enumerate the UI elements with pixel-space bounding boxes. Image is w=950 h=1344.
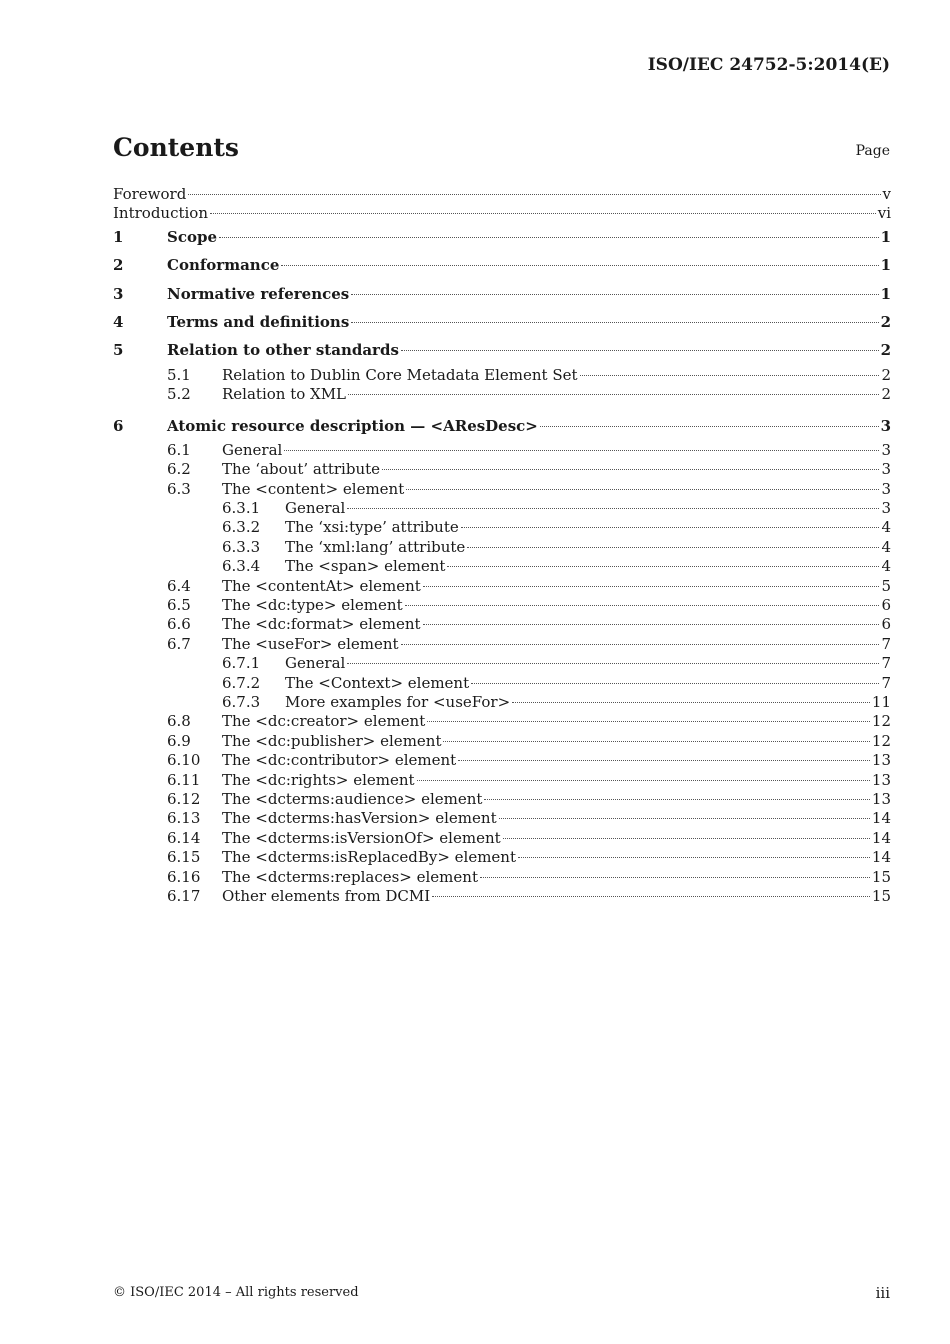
contents-heading: Contents [113,133,240,162]
copyright-notice: © ISO/IEC 2014 – All rights reserved [113,1285,359,1300]
toc-entry[interactable] [113,596,891,615]
toc-entry-number: 6.3 [167,479,191,498]
toc-entry-page[interactable]: 4 [881,518,891,537]
toc-entry-page[interactable]: 7 [881,673,891,692]
toc-entry-line [285,557,891,576]
toc-entry-line [222,732,891,751]
toc-entry[interactable] [113,887,891,906]
toc-entry[interactable] [113,252,891,280]
toc-entry-number: 6.12 [167,789,201,808]
toc-entry[interactable] [113,309,891,337]
toc-entry-page[interactable]: 2 [881,365,891,384]
toc-entry[interactable] [113,185,891,204]
toc-entry-page[interactable]: 14 [871,828,891,847]
toc-entry[interactable] [113,577,891,596]
dot-leader [351,294,878,295]
toc-entry[interactable] [113,809,891,828]
toc-entry-title[interactable]: The <dc:creator> element [222,712,426,731]
toc-entry-number: 6.7.2 [222,673,261,692]
toc-entry-title[interactable]: The <dc:format> element [222,615,421,634]
toc-entry-title[interactable]: The <dc:publisher> element [222,731,442,750]
toc-entry-title[interactable]: The <dcterms:hasVersion> element [222,809,497,828]
toc-entry-line [222,771,891,790]
toc-entry-page[interactable]: 14 [871,809,891,828]
toc-entry-line [222,809,891,828]
page-number: iii [875,1284,890,1302]
toc-entry-page[interactable]: 3 [880,416,891,435]
toc-entry-number: 1 [113,227,124,246]
toc-entry-title[interactable]: More examples for <useFor> [285,692,511,711]
toc-entry-page[interactable]: 3 [881,460,891,479]
toc-entry-page[interactable]: 1 [880,284,891,303]
toc-entry-line [222,596,891,615]
dot-leader [518,857,870,858]
toc-entry[interactable] [113,674,891,693]
toc-entry-number: 6.16 [167,867,201,886]
toc-entry-line [167,309,891,335]
toc-entry-page[interactable]: 2 [881,385,891,404]
toc-entry[interactable] [113,693,891,712]
toc-entry-page[interactable]: 1 [880,256,891,275]
toc-entry-page[interactable]: 5 [881,576,891,595]
toc-entry-page[interactable]: 12 [871,712,891,731]
toc-entry-title[interactable]: The <dcterms:audience> element [222,789,483,808]
toc-entry-page[interactable]: 7 [881,654,891,673]
dot-leader [382,469,879,470]
toc-entry-number: 6.9 [167,731,191,750]
toc-entry[interactable] [113,413,891,441]
toc-entry-line [167,252,891,278]
toc-entry-page[interactable]: 7 [881,634,891,653]
toc-entry-line [167,281,891,307]
toc-entry-number: 4 [113,312,124,331]
toc-entry-title[interactable]: The ‘about’ attribute [222,460,381,479]
toc-entry-number: 6.5 [167,596,191,615]
toc-entry-title[interactable]: Foreword [113,185,187,203]
toc-entry-title[interactable]: The <dc:contributor> element [222,751,457,770]
toc-entry[interactable] [113,790,891,809]
toc-entry-number: 6.8 [167,712,191,731]
dot-leader [401,350,879,351]
toc-entry-title[interactable]: The <dc:type> element [222,596,403,615]
toc-entry-page[interactable]: 15 [871,886,891,905]
toc-entry[interactable] [113,635,891,654]
toc-entry-number: 5 [113,341,124,360]
toc-entry-page[interactable]: 4 [881,557,891,576]
page-column-label: Page [855,143,890,159]
toc-entry-number: 6.7 [167,634,191,653]
toc-entry[interactable] [113,518,891,537]
toc-entry-page[interactable]: 13 [871,770,891,789]
dot-leader [423,586,880,587]
toc-entry-title[interactable]: Conformance [167,256,280,275]
dot-leader [348,394,879,395]
toc-entry-page[interactable]: 3 [881,440,891,459]
toc-entry[interactable] [113,538,891,557]
toc-entry-number: 6.13 [167,809,201,828]
toc-entry-number: 6.3.2 [222,518,261,537]
toc-entry-title[interactable]: General [285,499,346,518]
dot-leader [484,799,869,800]
dot-leader [432,896,870,897]
dot-leader [540,426,879,427]
toc-entry[interactable] [113,829,891,848]
toc-entry[interactable] [113,441,891,460]
toc-entry-line [222,848,891,867]
toc-entry-line [113,185,891,204]
toc-entry[interactable] [113,848,891,867]
toc-entry[interactable] [113,460,891,479]
toc-entry-line [222,366,891,385]
toc-entry-number: 6.10 [167,751,201,770]
dot-leader [210,213,876,214]
toc-entry-number: 6.17 [167,886,201,905]
toc-entry[interactable] [113,224,891,252]
dot-leader [499,818,870,819]
toc-entry-title[interactable]: The <Context> element [285,673,470,692]
toc-entry-line [222,441,891,460]
toc-entry-page[interactable]: vi [877,204,891,223]
toc-entry[interactable] [113,480,891,499]
toc-entry-title[interactable]: The ‘xsi:type’ attribute [285,518,459,537]
toc-entry-page[interactable]: 11 [871,692,891,711]
dot-leader [417,780,870,781]
toc-entry-title[interactable]: The <dcterms:isVersionOf> element [222,828,501,847]
toc-entry-line [113,204,891,223]
toc-entry-number: 5.2 [167,385,191,404]
toc-entry-number: 6.14 [167,828,201,847]
toc-entry[interactable] [113,712,891,731]
toc-entry-number: 6.7.1 [222,654,261,673]
toc-entry[interactable] [113,654,891,673]
toc-entry-number: 6.1 [167,440,191,459]
toc-entry-line [222,712,891,731]
toc-entry-title[interactable]: The <dcterms:replaces> element [222,867,478,886]
toc-entry-line [285,538,891,557]
toc-entry-title[interactable]: The <content> element [222,479,405,498]
toc-entry[interactable] [113,615,891,634]
toc-entry-line [285,654,891,673]
toc-entry-number: 6.15 [167,848,201,867]
dot-leader [447,566,879,567]
toc-entry-line [222,460,891,479]
dot-leader [427,721,870,722]
toc-entry[interactable] [113,771,891,790]
toc-entry-line [222,887,891,906]
toc-entry-line [285,518,891,537]
toc-entry-line [222,790,891,809]
toc-entry-title[interactable]: Introduction [113,204,208,223]
toc-entry-title[interactable]: The <contentAt> element [222,576,421,595]
dot-leader [406,489,879,490]
toc-entry-title[interactable]: Terms and definitions [167,312,350,331]
toc-entry[interactable] [113,732,891,751]
dot-leader [284,450,879,451]
toc-entry-line [167,337,891,363]
toc-entry-line [222,385,891,404]
toc-entry-page[interactable]: 2 [880,312,891,331]
toc-entry-line [222,751,891,770]
toc-entry-page[interactable]: 14 [871,848,891,867]
toc-entry-title[interactable]: General [222,440,283,459]
section-spacer [113,405,891,413]
dot-leader [580,375,880,376]
toc-entry-line [167,413,891,439]
toc-entry[interactable] [113,385,891,404]
dot-leader [503,838,870,839]
toc-entry[interactable] [113,366,891,385]
toc-entry-page[interactable]: 12 [871,731,891,750]
toc-entry[interactable] [113,557,891,576]
toc-entry-title[interactable]: Scope [167,227,218,246]
toc-entry-title[interactable]: The <useFor> element [222,634,399,653]
toc-entry-page[interactable]: 4 [881,537,891,556]
document-id: ISO/IEC 24752-5:2014(E) [647,55,890,75]
toc-entry-title[interactable]: Other elements from DCMI [222,886,431,905]
toc-entry-title[interactable]: The <dc:rights> element [222,770,415,789]
toc-entry-line [222,577,891,596]
dot-leader [405,605,880,606]
toc-entry-line [167,224,891,250]
toc-entry-number: 6.3.1 [222,499,261,518]
toc-entry[interactable] [113,868,891,887]
toc-entry-number: 6.3.3 [222,537,261,556]
toc-entry-line [222,480,891,499]
toc-entry[interactable] [113,337,891,365]
dot-leader [443,741,869,742]
toc-entry[interactable] [113,204,891,223]
dot-leader [423,624,880,625]
toc-entry-title[interactable]: Relation to XML [222,385,347,404]
toc-entry-title[interactable]: Relation to other standards [167,341,399,360]
dot-leader [347,508,879,509]
toc-entry-page[interactable]: 6 [881,615,891,634]
toc-entry-page[interactable]: v [882,185,891,203]
dot-leader [401,644,880,645]
toc-entry-number: 6.7.3 [222,692,261,711]
dot-leader [351,322,878,323]
dot-leader [461,527,880,528]
toc-entry-title[interactable]: General [285,654,346,673]
toc-entry-line [222,615,891,634]
toc-entry-number: 6.6 [167,615,191,634]
toc-entry-line [222,829,891,848]
dot-leader [512,702,870,703]
toc-entry-number: 6.3.4 [222,557,261,576]
toc-entry-page[interactable]: 3 [881,499,891,518]
dot-leader [188,194,880,195]
dot-leader [458,760,870,761]
toc-entry-number: 5.1 [167,365,191,384]
toc-entry-page[interactable]: 13 [871,789,891,808]
toc-entry-line [285,674,891,693]
toc-entry-page[interactable]: 1 [880,227,891,246]
toc-entry-page[interactable]: 13 [871,751,891,770]
toc-entry[interactable] [113,751,891,770]
toc-entry-page[interactable]: 15 [871,867,891,886]
toc-entry[interactable] [113,499,891,518]
toc-entry-line [222,635,891,654]
dot-leader [467,547,879,548]
toc-entry-number: 2 [113,256,124,275]
toc-entry-line [285,499,891,518]
toc-entry-page[interactable]: 3 [881,479,891,498]
toc-entry-number: 3 [113,284,124,303]
toc-entry-page[interactable]: 6 [881,596,891,615]
dot-leader [281,265,878,266]
toc-entry-title[interactable]: The ‘xml:lang’ attribute [285,537,466,556]
toc-entry-title[interactable]: The <dcterms:isReplacedBy> element [222,848,516,867]
toc-entry-number: 6.11 [167,770,201,789]
toc-entry-number: 6.4 [167,576,191,595]
toc-entry-title[interactable]: The <span> element [285,557,446,576]
toc-entry[interactable] [113,281,891,309]
toc-entry-line [222,868,891,887]
table-of-contents [113,185,891,906]
toc-entry-page[interactable]: 2 [880,341,891,360]
dot-leader [219,237,879,238]
dot-leader [480,877,870,878]
toc-entry-title[interactable]: Atomic resource description — <AResDesc> [167,416,538,435]
toc-entry-number: 6.2 [167,460,191,479]
toc-entry-title[interactable]: Relation to Dublin Core Metadata Element Set [222,365,578,384]
dot-leader [471,683,879,684]
toc-entry-line [285,693,891,712]
toc-entry-title[interactable]: Normative references [167,284,350,303]
dot-leader [347,663,879,664]
toc-entry-number: 6 [113,416,124,435]
